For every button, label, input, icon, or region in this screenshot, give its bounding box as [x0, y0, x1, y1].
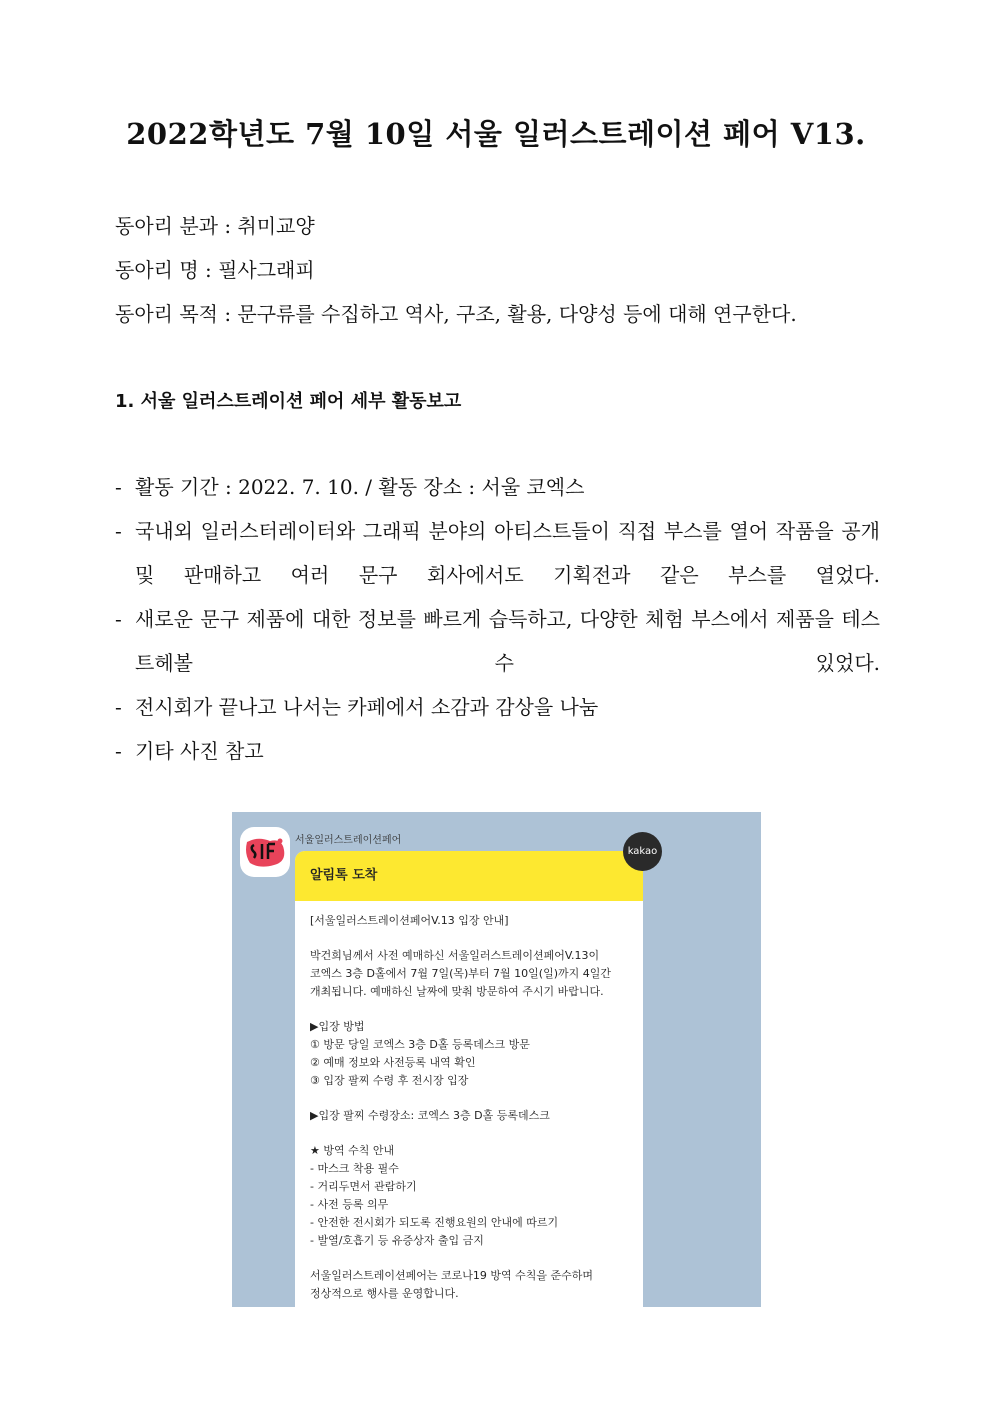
- bullet-item: [115, 465, 880, 509]
- message-line: ③ 입장 팔찌 수령 후 전시장 입장: [310, 1074, 469, 1087]
- bullet-dash: -: [115, 695, 122, 719]
- bullet-text: 국내외 일러스터레이터와 그래픽 분야의 아티스트들이 직접 부스를 열어 작품을 공개 및 판매하고 여러 문구 회사에서도 기획전과 같은 부스를 열었다.: [135, 519, 880, 587]
- sif-logo-icon: [244, 836, 286, 868]
- sender-avatar: [240, 827, 290, 877]
- message-line: - 사전 등록 의무: [310, 1198, 389, 1211]
- club-division: 동아리 분과 : 취미교양: [115, 214, 315, 238]
- line-gap: [310, 1090, 628, 1107]
- message-line: 코엑스 3층 D홀에서 7월 7일(목)부터 7월 10일(일)까지 4일간: [310, 967, 611, 980]
- bullet-item: [115, 509, 880, 597]
- kakao-message-screenshot: [232, 812, 761, 1307]
- message-line: 서울일러스트레이션페어는 코로나19 방역 수칙을 준수하며: [310, 1269, 594, 1282]
- bullet-text: 전시회가 끝나고 나서는 카페에서 소감과 감상을 나눔: [135, 695, 599, 719]
- line-gap: [310, 1250, 628, 1267]
- line-gap: [310, 1125, 628, 1142]
- bullet-dash: -: [115, 475, 122, 499]
- message-line: - 마스크 착용 필수: [310, 1162, 399, 1175]
- bullet-text: 활동 기간 : 2022. 7. 10. / 활동 장소 : 서울 코엑스: [135, 475, 585, 499]
- alimtalk-body: [295, 901, 643, 1307]
- message-line: [서울일러스트레이션페어V.13 입장 안내]: [310, 914, 509, 927]
- bullet-dash: -: [115, 607, 122, 631]
- bullet-text: 기타 사진 참고: [135, 739, 264, 763]
- message-line: ▶입장 방법: [310, 1020, 365, 1033]
- message-line: 박건희님께서 사전 예매하신 서울일러스트레이션페어V.13이: [310, 949, 600, 962]
- message-line: - 거리두면서 관람하기: [310, 1180, 417, 1193]
- message-line: ▶입장 팔찌 수령장소: 코엑스 3층 D홀 등록데스크: [310, 1109, 550, 1122]
- message-line: 개최됩니다. 예매하신 날짜에 맞춰 방문하여 주시기 바랍니다.: [310, 985, 604, 998]
- message-line: ② 예매 정보와 사전등록 내역 확인: [310, 1056, 476, 1069]
- line-gap: [310, 1001, 628, 1018]
- bullet-dash: -: [115, 519, 122, 543]
- bullet-item: [115, 597, 880, 685]
- bullet-text: 새로운 문구 제품에 대한 정보를 빠르게 습득하고, 다양한 체험 부스에서 제품을 테스트헤볼 수 있었다.: [135, 607, 880, 675]
- message-line: - 발열/호흡기 등 유증상자 출입 금지: [310, 1234, 484, 1247]
- alimtalk-card: [295, 851, 643, 1307]
- kakao-badge: kakao: [623, 832, 662, 871]
- section-heading: 1. 서울 일러스트레이션 페어 세부 활동보고: [115, 391, 462, 412]
- bullet-item: [115, 729, 880, 773]
- message-line: ① 방문 당일 코엑스 3층 D홀 등록데스크 방문: [310, 1038, 530, 1051]
- message-line: - 안전한 전시회가 되도록 진행요원의 안내에 따르기: [310, 1216, 559, 1229]
- message-line: ★ 방역 수칙 안내: [310, 1144, 395, 1157]
- club-purpose: 동아리 목적 : 문구류를 수집하고 역사, 구조, 활용, 다양성 등에 대해 연구한다.: [115, 302, 797, 326]
- message-line: 정상적으로 행사를 운영합니다.: [310, 1287, 459, 1300]
- alimtalk-header: 알림톡 도착: [295, 851, 643, 901]
- bullet-item: [115, 685, 880, 729]
- bullet-dash: -: [115, 739, 122, 763]
- club-name: 동아리 명 : 필사그래피: [115, 258, 315, 282]
- line-gap: [310, 930, 628, 947]
- sender-name: 서울일러스트레이션페어: [295, 835, 402, 846]
- document-title: 2022학년도 7월 10일 서울 일러스트레이션 페어 V13.: [126, 117, 866, 151]
